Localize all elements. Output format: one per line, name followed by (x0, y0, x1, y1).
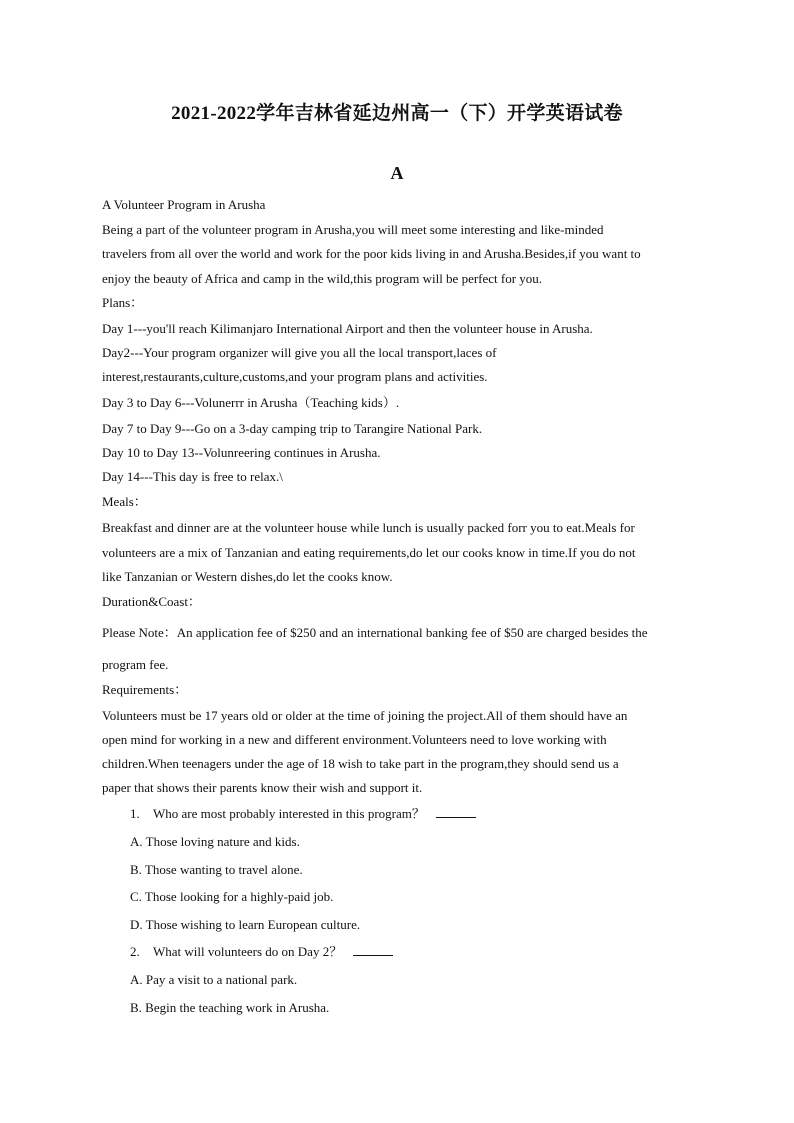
question-text: Who are most probably interested in this program？ (153, 806, 425, 821)
meals-label: Meals： (102, 494, 147, 509)
question-1 (130, 806, 476, 822)
question-number: 2. (130, 944, 140, 959)
question-text: What will volunteers do on Day 2？ (153, 944, 343, 959)
option: B. Begin the teaching work in Arusha. (130, 1000, 330, 1015)
plan-line: interest,restaurants,culture,customs,and your program plans and activities. (102, 369, 488, 384)
meals-line: Breakfast and dinner are at the volunteer house while lunch is usually packed forr you to eat.Meals for (102, 520, 635, 535)
requirements-line: open mind for working in a new and different environment.Volunteers need to love working with (102, 732, 607, 747)
page-title: 2021-2022学年吉林省延边州高一（下）开学英语试卷 (171, 103, 623, 124)
answer-blank[interactable] (353, 944, 393, 956)
plan-line: Day 14---This day is free to relax.\ (102, 469, 283, 484)
plan-line: Day 7 to Day 9---Go on a 3-day camping trip to Tarangire National Park. (102, 421, 483, 436)
option: D. Those wishing to learn European culture. (130, 917, 361, 932)
requirements-line: Volunteers must be 17 years old or older at the time of joining the project.All of them should have an (102, 708, 628, 723)
intro-line: Being a part of the volunteer program in Arusha,you will meet some interesting and like-minded (102, 222, 604, 237)
question-number: 1. (130, 806, 140, 821)
option: A. Those loving nature and kids. (130, 834, 300, 849)
meals-line: like Tanzanian or Western dishes,do let the cooks know. (102, 569, 393, 584)
section-letter: A (390, 163, 404, 183)
plan-line: Day 1---you'll reach Kilimanjaro International Airport and then the volunteer house in Arusha. (102, 321, 593, 336)
plan-line: Day 3 to Day 6---Volunerrr in Arusha（Teaching kids）. (102, 395, 400, 410)
question-2 (130, 944, 393, 960)
note-line: Please Note：An application fee of $250 and an international banking fee of $50 are charged besides the (102, 625, 648, 640)
intro-line: enjoy the beauty of Africa and camp in the wild,this program will be perfect for you. (102, 271, 543, 286)
duration-label: Duration&Coast： (102, 594, 201, 609)
answer-blank[interactable] (436, 806, 476, 818)
requirements-line: paper that shows their parents know their wish and support it. (102, 780, 423, 795)
meals-line: volunteers are a mix of Tanzanian and eating requirements,do let our cooks know in time.If you do not (102, 545, 636, 560)
requirements-label: Requirements： (102, 682, 188, 697)
passage-heading: A Volunteer Program in Arusha (102, 197, 266, 212)
plan-line: Day2---Your program organizer will give you all the local transport,laces of (102, 345, 497, 360)
option: C. Those looking for a highly-paid job. (130, 889, 334, 904)
intro-line: travelers from all over the world and work for the poor kids living in and Arusha.Besides,if you want to (102, 246, 641, 261)
note-line: program fee. (102, 657, 169, 672)
plan-line: Day 10 to Day 13--Volunreering continues in Arusha. (102, 445, 381, 460)
option: A. Pay a visit to a national park. (130, 972, 298, 987)
option: B. Those wanting to travel alone. (130, 862, 303, 877)
plans-label: Plans： (102, 295, 144, 310)
requirements-line: children.When teenagers under the age of 18 wish to take part in the program,they should send us a (102, 756, 619, 771)
